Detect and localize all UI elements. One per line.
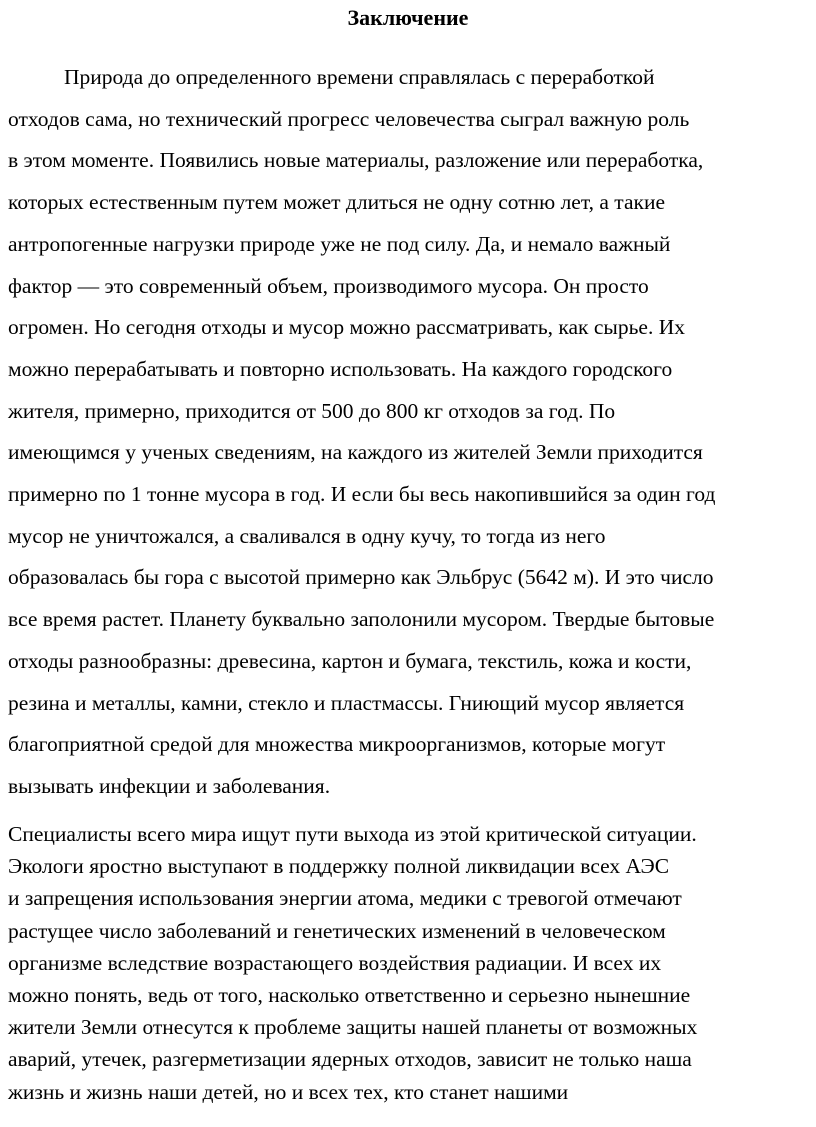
paragraph-line: растущее число заболеваний и генетических изменений в человеческом — [8, 918, 666, 943]
paragraph-line: жители Земли отнесутся к проблеме защиты нашей планеты от возможных — [8, 1015, 698, 1040]
paragraph-line: фактор — это современный объем, производимого мусора. Он просто — [8, 273, 649, 298]
paragraph-1 — [8, 57, 808, 808]
paragraph-line: аварий, утечек, разгерметизации ядерных отходов, зависит не только наша — [8, 1047, 692, 1072]
paragraph-line: и запрещения использования энергии атома, медики с тревогой отмечают — [8, 886, 682, 911]
document-title: Заключение — [347, 5, 469, 30]
paragraph-line: можно понять, ведь от того, насколько ответственно и серьезно нынешние — [8, 983, 691, 1008]
paragraph-line: мусор не уничтожался, а сваливался в одну кучу, то тогда из него — [8, 523, 606, 548]
paragraph-line: жизнь и жизнь наши детей, но и всех тех, кто станет нашими — [8, 1079, 569, 1104]
paragraph-line: огромен. Но сегодня отходы и мусор можно рассматривать, как сырье. Их — [8, 315, 685, 340]
paragraph-line: можно перерабатывать и повторно использовать. На каждого городского — [8, 356, 673, 381]
paragraph-line: Экологи яростно выступают в поддержку полной ликвидации всех АЭС — [8, 854, 670, 879]
paragraph-line: отходы разнообразны: древесина, картон и бумага, текстиль, кожа и кости, — [8, 648, 692, 673]
paragraph-2 — [8, 818, 808, 1108]
paragraph-line: примерно по 1 тонне мусора в год. И если бы весь накопившийся за один год — [8, 482, 716, 507]
paragraph-line: антропогенные нагрузки природе уже не под силу. Да, и немало важный — [8, 231, 671, 256]
paragraph-line: образовалась бы гора с высотой примерно как Эльбрус (5642 м). И это число — [8, 565, 714, 590]
paragraph-line: Природа до определенного времени справлялась с переработкой — [64, 65, 655, 89]
paragraph-line: имеющимся у ученых сведениям, на каждого из жителей Земли приходится — [8, 440, 703, 465]
paragraph-line: резина и металлы, камни, стекло и пластмассы. Гниющий мусор является — [8, 690, 685, 715]
paragraph-line: которых естественным путем может длиться не одну сотню лет, а такие — [8, 190, 665, 215]
paragraph-line: жителя, примерно, приходится от 500 до 800 кг отходов за год. По — [8, 398, 616, 423]
paragraph-line: вызывать инфекции и заболевания. — [8, 773, 331, 798]
paragraph-line: отходов сама, но технический прогресс человечества сыграл важную роль — [8, 106, 690, 131]
paragraph-line: организме вследствие возрастающего воздействия радиации. И всех их — [8, 950, 662, 975]
paragraph-line: все время растет. Планету буквально заполонили мусором. Твердые бытовые — [8, 607, 715, 632]
paragraph-line: благоприятной средой для множества микроорганизмов, которые могут — [8, 732, 666, 757]
paragraph-line: Специалисты всего мира ищут пути выхода из этой критической ситуации. — [8, 822, 697, 846]
paragraph-line: в этом моменте. Появились новые материалы, разложение или переработка, — [8, 148, 704, 173]
